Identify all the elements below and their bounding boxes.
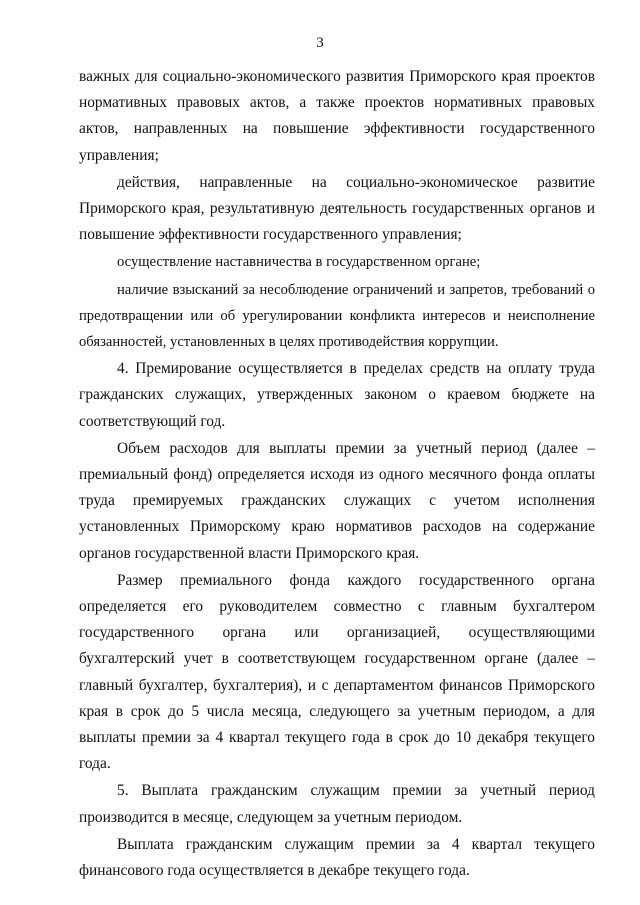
- paragraph-5: 4. Премирование осуществляется в пределах средств на оплату труда гражданских служащих, утвержденных законом о краевом бюджете на соответствующий год.: [79, 360, 595, 430]
- paragraph-7: Размер премиального фонда каждого государственного органа определяется его руководителем совместно с главным бухгалтером государственного органа или организацией, осуществляющими бухгалтерский учет в соответствующем государственном органе (далее – главный бухгалтер, бухгалтерия), и с департаментом финансов Приморского края в срок до 5 числа месяца, следующего за учетным периодом, а для выплаты премии за 4 квартал текущего года в срок до 10 декабря текущего года.: [79, 571, 595, 773]
- paragraph-6: Объем расходов для выплаты премии за учетный период (далее – премиальный фонд) определяется исходя из одного месячного фонда оплаты труда премируемых гражданских служащих с учетом исполнения установленных Приморскому краю нормативов расходов на содержание органов государственной власти Приморского края.: [79, 439, 595, 562]
- paragraph-8: 5. Выплата гражданским служащим премии за учетный период производится в месяце, следующем за учетным периодом.: [79, 782, 595, 826]
- paragraph-2: действия, направленные на социально-экономическое развитие Приморского края, результативную деятельность государственных органов и повышение эффективности государственного управления;: [79, 173, 595, 244]
- paragraph-4: наличие взысканий за несоблюдение ограничений и запретов, требований о предотвращении или об урегулировании конфликта интересов и неисполнение обязанностей, установленных в целях противодействия коррупции.: [79, 281, 595, 351]
- paragraph-3: осуществление наставничества в государственном органе;: [117, 254, 481, 271]
- document-body: [79, 64, 595, 885]
- paragraph-9: Выплата гражданским служащим премии за 4 квартал текущего финансового года осуществляется в декабре текущего года.: [79, 835, 595, 880]
- page-number: 3: [316, 35, 324, 51]
- paragraph-1: важных для социально-экономического развития Приморского края проектов нормативных правовых актов, а также проектов нормативных правовых актов, направленных на повышение эффективности государственного управления;: [79, 68, 595, 164]
